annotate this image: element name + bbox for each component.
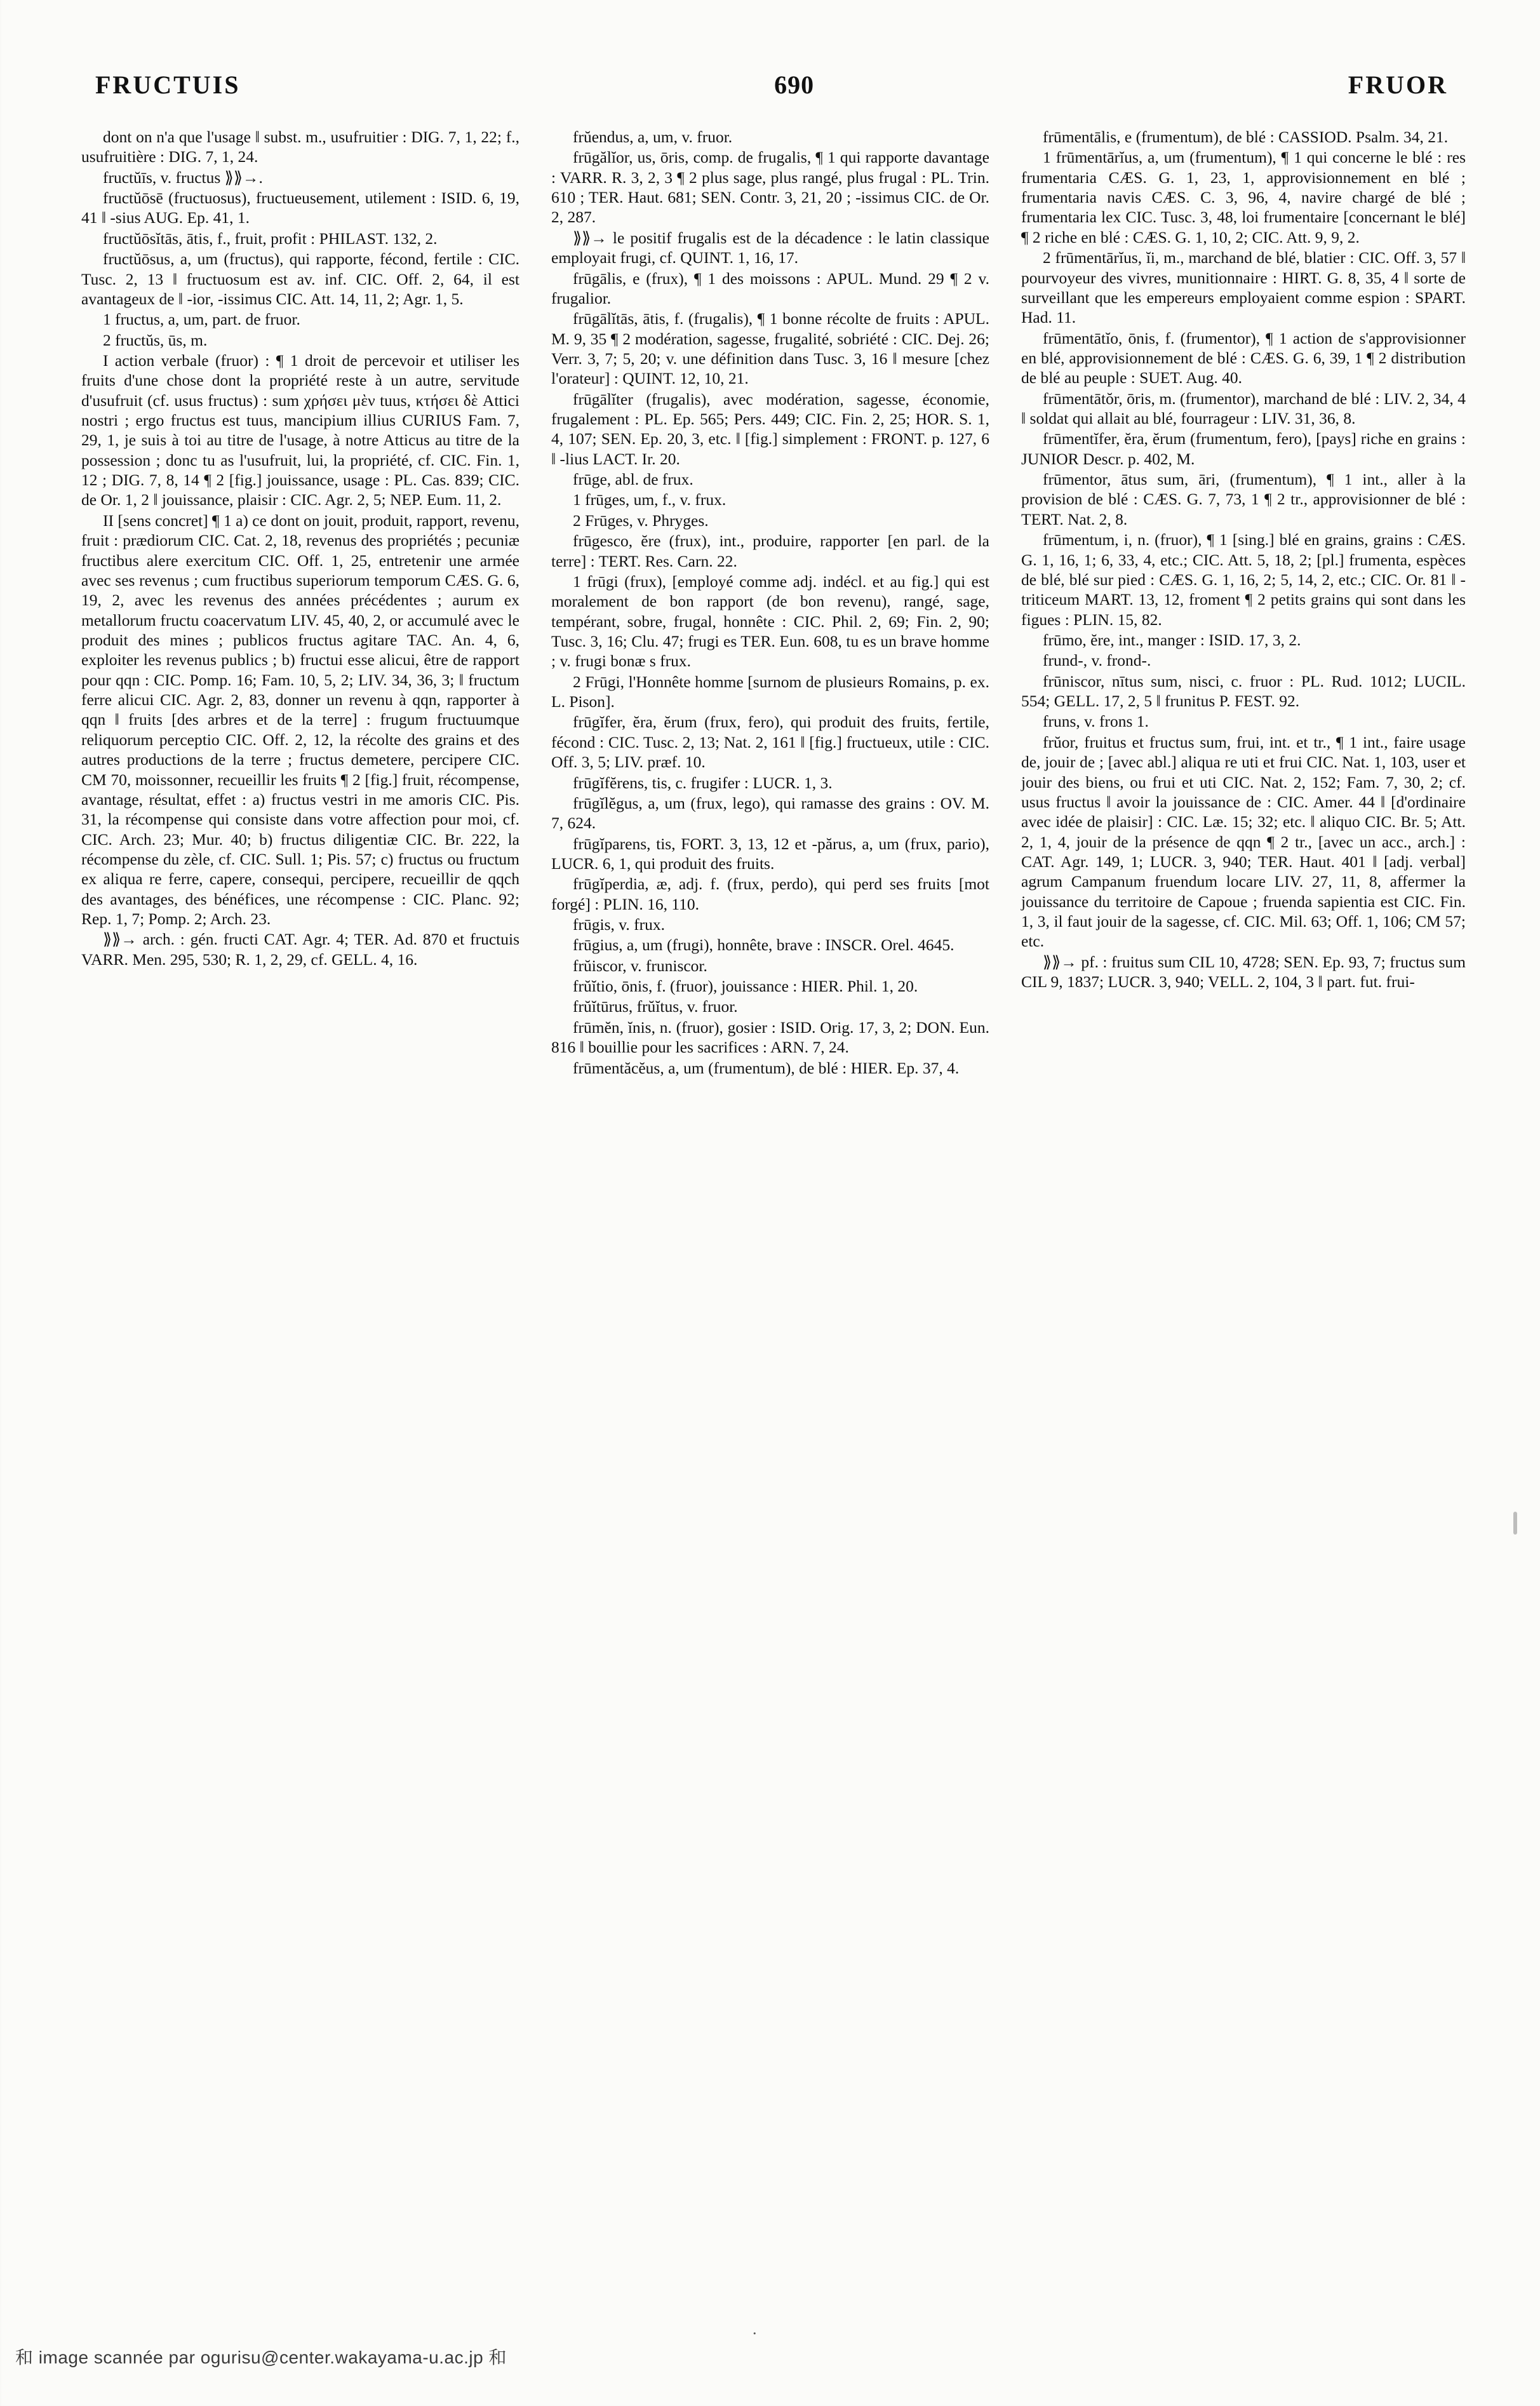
dictionary-entry: frūge, abl. de frux. [573, 470, 693, 489]
dictionary-entry: frūgĭfĕrens, tis, c. frugifer : LUCR. 1, 3. [573, 773, 833, 792]
dictionary-entry: frūmentātŏr, ōris, m. (frumentor), marchand de blé : LIV. 2, 34, 4 ‖ soldat qui allait au blé, fourrageur : LIV. 31, 36, 8. [1021, 389, 1466, 428]
dictionary-entry: frūgĭperdia, æ, adj. f. (frux, perdo), qui perd ses fruits [mot forgé] : PLIN. 16, 110. [551, 875, 989, 913]
dictionary-entry: frūgālĭtās, ātis, f. (frugalis), ¶ 1 bonne récolte de fruits : APUL. M. 9, 35 ¶ 2 modération, sagesse, frugalité, sobriété : CIC. Dej. 26; Verr. 3, 7; 5, 20; v. une définition dans Tusc. 3, 16 ‖ mesure [chez l'orateur] : QUINT. 12, 10, 21. [551, 309, 989, 388]
dictionary-entry: 2 Frūgi, l'Honnête homme [surnom de plusieurs Romains, p. ex. L. Pison]. [551, 672, 989, 711]
dictionary-entry: 2 Frūges, v. Phryges. [573, 511, 709, 530]
dictionary-entry: frūgesco, ĕre (frux), int., produire, rapporter [en parl. de la terre] : TERT. Res. Carn. 22. [551, 532, 989, 570]
dictionary-entry: frūgis, v. frux. [573, 915, 665, 934]
dictionary-entry: frūgĭfer, ĕra, ĕrum (frux, fero), qui produit des fruits, fertile, fécond : CIC. Tusc. 2, 13; Nat. 2, 161 ‖ [fig.] fructueux, utile : CIC. Off. 3, 5; LIV. præf. 10. [551, 713, 989, 772]
dictionary-entry: I action verbale (fruor) : ¶ 1 droit de percevoir et utiliser les fruits d'une chose dont la propriété reste à un autre, servitude d'usufruit (cf. usus fructus) : sum χρήσει μὲν tuus, κτήσει δὲ Attici nostri ; ergo fructus est tuus, mancipium illius CURIUS Fam. 7, 29, 1, je suis à toi au titre de l'usage, à notre Atticus au titre de la possession ; donc tu as l'usufruit, lui, la propriété, cf. CIC. Fin. 1, 12 ; DIG. 7, 8, 14 ¶ 2 [fig.] jouissance, usage : PL. Cas. 839; CIC. de Or. 1, 2 ‖ jouissance, plaisir : CIC. Agr. 2, 5; NEP. Eum. 11, 2. [81, 351, 519, 509]
dictionary-entry: 2 frūmentārĭus, ĭi, m., marchand de blé, blatier : CIC. Off. 3, 57 ‖ pourvoyeur des vivres, munitionnaire : HIRT. G. 8, 35, 4 ‖ sorte de surveillant que les empereurs employaient comme espion : SPART. Had. 11. [1021, 248, 1466, 327]
dictionary-entry: frūmentor, ātus sum, āri, (frumentum), ¶ 1 int., aller à la provision de blé : CÆS. G. 7, 73, 1 ¶ 2 tr., approvisionner de blé : TERT. Nat. 2, 8. [1021, 470, 1466, 528]
dictionary-entry: dont on n'a que l'usage ‖ subst. m., usufruitier : DIG. 7, 1, 22; f., usufruitière : DIG. 7, 1, 24. [81, 128, 519, 166]
dictionary-entry: frŭendus, a, um, v. fruor. [573, 128, 733, 146]
dictionary-entry: frūgĭlĕgus, a, um (frux, lego), qui ramasse des grains : OV. M. 7, 624. [551, 793, 989, 833]
dictionary-entry: ⟫⟫→ le positif frugalis est de la décadence : le latin classique employait frugi, cf. QUINT. 1, 16, 17. [551, 228, 989, 267]
dictionary-entry: frūgālĭter (frugalis), avec modération, sagesse, économie, frugalement : PL. Ep. 565; Pers. 449; CIC. Fin. 2, 25; HOR. S. 1, 4, 107; SEN. Ep. 20, 3, etc. ‖ [fig.] simplement : FRONT. p. 127, 6 ‖ -lius LACT. Ir. 20. [551, 389, 989, 468]
dictionary-entry: frūgălĭor, us, ōris, comp. de frugalis, ¶ 1 qui rapporte davantage : VARR. R. 3, 2, 3 ¶ 2 plus sage, plus rangé, plus frugal : PL. Trin. 610 ; TER. Haut. 681; SEN. Contr. 3, 21, 20 ; -issimus CIC. de Or. 2, 287. [551, 148, 989, 227]
dictionary-entry: frūmentăcĕus, a, um (frumentum), de blé : HIER. Ep. 37, 4. [573, 1058, 960, 1077]
dictionary-entry: fructŭīs, v. fructus ⟫⟫→. [103, 168, 263, 187]
dictionary-entry: frūmo, ĕre, int., manger : ISID. 17, 3, 2. [1043, 630, 1301, 649]
dictionary-entry: frūmentĭfer, ĕra, ĕrum (frumentum, fero), [pays] riche en grains : JUNIOR Descr. p. 402, M. [1021, 429, 1466, 468]
dictionary-entry: frŭiscor, v. fruniscor. [573, 956, 707, 975]
dictionary-entry: fruns, v. frons 1. [1043, 712, 1149, 731]
column-2 [551, 127, 989, 2299]
dictionary-entry: ⟫⟫→ pf. : fruitus sum CIL 10, 4728; SEN. Ep. 93, 7; fructus sum CIL 9, 1837; LUCR. 3, 940; VELL. 2, 104, 3 ‖ part. fut. frui- [1021, 952, 1466, 991]
column-3 [1021, 127, 1466, 2299]
dictionary-entry: II [sens concret] ¶ 1 a) ce dont on jouit, produit, rapport, revenu, fruit : prædiorum CIC. Cat. 2, 18, revenus des propriétés ; pecuniæ fructibus alere exercitum CIC. Off. 1, 25, entretenir une armée avec ses revenus ; cum fructibus superiorum temporum CÆS. G. 6, 19, 2, avec les revenus des années précédentes ; aurum ex metallorum fructu coacervatum LIV. 45, 40, 2, or accumulé avec le produit des mines ; publicos fructus agitare TAC. An. 4, 6, exploiter les revenus publics ; b) fructui esse alicui, être de rapport pour qqn : CIC. Pomp. 16; Fam. 10, 5, 2; LIV. 34, 36, 3; ‖ fructum ferre alicui CIC. Agr. 2, 83, donner un revenu à qqn, rapporter à qqn ‖ fruits [des arbres et de la terre] : frugum fructuumque reliquorum perceptio CIC. Off. 2, 12, la récolte des grains et des autres productions de la terre ; fructus demetere, percipere CIC. CM 70, moissonner, recueillir les fruits ¶ 2 [fig.] fruit, récompense, avantage, résultat, effet : a) fructus vestri in me amoris CIC. Pis. 31, la récompense qui consiste dans votre affection pour moi, cf. CIC. Arch. 23; Mur. 40; b) fructus diligentiæ CIC. Br. 222, la récompense du zèle, cf. CIC. Sull. 1; Pis. 57; c) fructus ou fructum ex aliqua re ferre, capere, consequi, percipere, recueillir de qqch des avantages, des bénéfices, une récompense : CIC. Planc. 92; Rep. 1, 7; Pomp. 2; Arch. 23. [81, 511, 519, 929]
dictionary-entry: frūmĕn, ĭnis, n. (fruor), gosier : ISID. Orig. 17, 3, 2; DON. Eun. 816 ‖ bouillie pour les sacrifices : ARN. 7, 24. [551, 1018, 989, 1057]
dictionary-entry: frūgālis, e (frux), ¶ 1 des moissons : APUL. Mund. 29 ¶ 2 v. frugalior. [551, 269, 989, 307]
dictionary-entry: ⟫⟫→ arch. : gén. fructi CAT. Agr. 4; TER. Ad. 870 et fructuis VARR. Men. 295, 530; R. 1, 2, 29, cf. GELL. 4, 16. [81, 930, 519, 969]
dictionary-entry: 1 frūges, um, f., v. frux. [573, 490, 726, 509]
dictionary-entry: frŭĭtio, ōnis, f. (fruor), jouissance : HIER. Phil. 1, 20. [573, 977, 918, 996]
running-head-right: FRUOR [1348, 71, 1448, 99]
footer-dot: . [753, 2320, 757, 2338]
page-edge-mark [1513, 1512, 1517, 1535]
dictionary-entry: frŭor, fruitus et fructus sum, frui, int. et tr., ¶ 1 int., faire usage de, jouir de ; [avec abl.] aliqua re uti et frui CIC. Nat. 1, 103, user et jouir des biens, ou frui et uti CIC. Nat. 2, 152; Fam. 7, 30, 2; cf. usus fructus ‖ avoir la jouissance de : CIC. Amer. 44 ‖ [d'ordinaire avec idée de plaisir] : CIC. Læ. 15; 32; etc. ‖ aliquo CIC. Br. 5; Att. 2, 1, 4, jouir de la présence de qqn ¶ 2 tr., [avec un acc., arch.] : CAT. Agr. 149, 1; LUCR. 3, 940; TER. Haut. 401 ‖ [adj. verbal] agrum Campanum fruendum locare LIV. 27, 11, 8, affermer la jouissance du territoire de Capoue ; fruenda sapientia est CIC. Fin. 1, 3, il faut jouir de la sagesse, cf. CIC. Mil. 63; Off. 1, 106; CM 57; etc. [1021, 732, 1466, 951]
text-columns [81, 127, 1466, 2299]
scan-credit: 和 image scannée par ogurisu@center.wakayama-u.ac.jp 和 [15, 2348, 507, 2367]
dictionary-entry: frūgĭparens, tis, FORT. 3, 13, 12 et -părus, a, um (frux, pario), LUCR. 6, 1, qui produit des fruits. [551, 834, 989, 873]
dictionary-entry: frūmentum, i, n. (fruor), ¶ 1 [sing.] blé en grains, grains : CÆS. G. 1, 16, 1; 6, 33, 4, etc.; CIC. Att. 5, 18, 2; [pl.] frumenta, espèces de blé, blé sur pied : CÆS. G. 1, 16, 2; 5, 14, 2, etc.; CIC. Or. 81 ‖ -triticeum MART. 13, 12, froment ¶ 2 petits grains qui sont dans les figues : PLIN. 15, 82. [1021, 530, 1466, 629]
page-header [95, 70, 1448, 108]
dictionary-entry: fructŭōsē (fructuosus), fructueusement, utilement : ISID. 6, 19, 41 ‖ -sius AUG. Ep. 41, 1. [81, 189, 519, 227]
dictionary-entry: 1 frūgi (frux), [employé comme adj. indécl. et au fig.] qui est moralement de bon rapport (de bon revenu), rangé, sage, tempérant, sobre, frugal, honnête : CIC. Phil. 2, 69; Fin. 2, 90; Tusc. 3, 16; Clu. 47; frugi es TER. Eun. 608, tu es un brave homme ; v. frugi bonæ s frux. [551, 572, 989, 671]
dictionary-entry: 1 frūmentārĭus, a, um (frumentum), ¶ 1 qui concerne le blé : res frumentaria CÆS. G. 1, 23, 1, approvisionnement en blé ; frumentaria navis CÆS. C. 3, 96, 4, navire chargé de blé ; frumentaria lex CIC. Tusc. 3, 48, loi frumentaire [concernant le blé] ¶ 2 riche en blé : CÆS. G. 1, 10, 2; CIC. Att. 9, 9, 2. [1021, 148, 1466, 246]
dictionary-entry: frūmentālis, e (frumentum), de blé : CASSIOD. Psalm. 34, 21. [1043, 128, 1449, 146]
dictionary-entry: fructŭōsus, a, um (fructus), qui rapporte, fécond, fertile : CIC. Tusc. 2, 13 ‖ fructuosum est av. inf. CIC. Off. 2, 64, il est avantageux de ‖ -ior, -issimus CIC. Att. 14, 11, 2; Agr. 1, 5. [81, 250, 519, 308]
column-1 [81, 127, 519, 2299]
dictionary-entry: frŭĭtūrus, frŭĭtus, v. fruor. [573, 997, 738, 1016]
dictionary-entry: frund-, v. frond-. [1043, 651, 1151, 670]
dictionary-entry: frūmentātĭo, ōnis, f. (frumentor), ¶ 1 action de s'approvisionner en blé, approvisionnement de blé : CÆS. G. 6, 39, 1 ¶ 2 distribution de blé au peuple : SUET. Aug. 40. [1021, 328, 1466, 387]
page-number: 690 [774, 71, 815, 99]
dictionary-entry: fructŭōsĭtās, ātis, f., fruit, profit : PHILAST. 132, 2. [103, 229, 438, 248]
dictionary-entry: 2 fructŭs, ūs, m. [103, 330, 208, 349]
dictionary-entry: 1 fructus, a, um, part. de fruor. [103, 310, 300, 329]
running-head-left: FRUCTUIS [95, 71, 241, 99]
dictionary-entry: frūniscor, nītus sum, nisci, c. fruor : PL. Rud. 1012; LUCIL. 554; GELL. 17, 2, 5 ‖ frunitus P. FEST. 92. [1021, 671, 1466, 711]
dictionary-entry: frūgius, a, um (frugi), honnête, brave : INSCR. Orel. 4645. [573, 936, 954, 955]
